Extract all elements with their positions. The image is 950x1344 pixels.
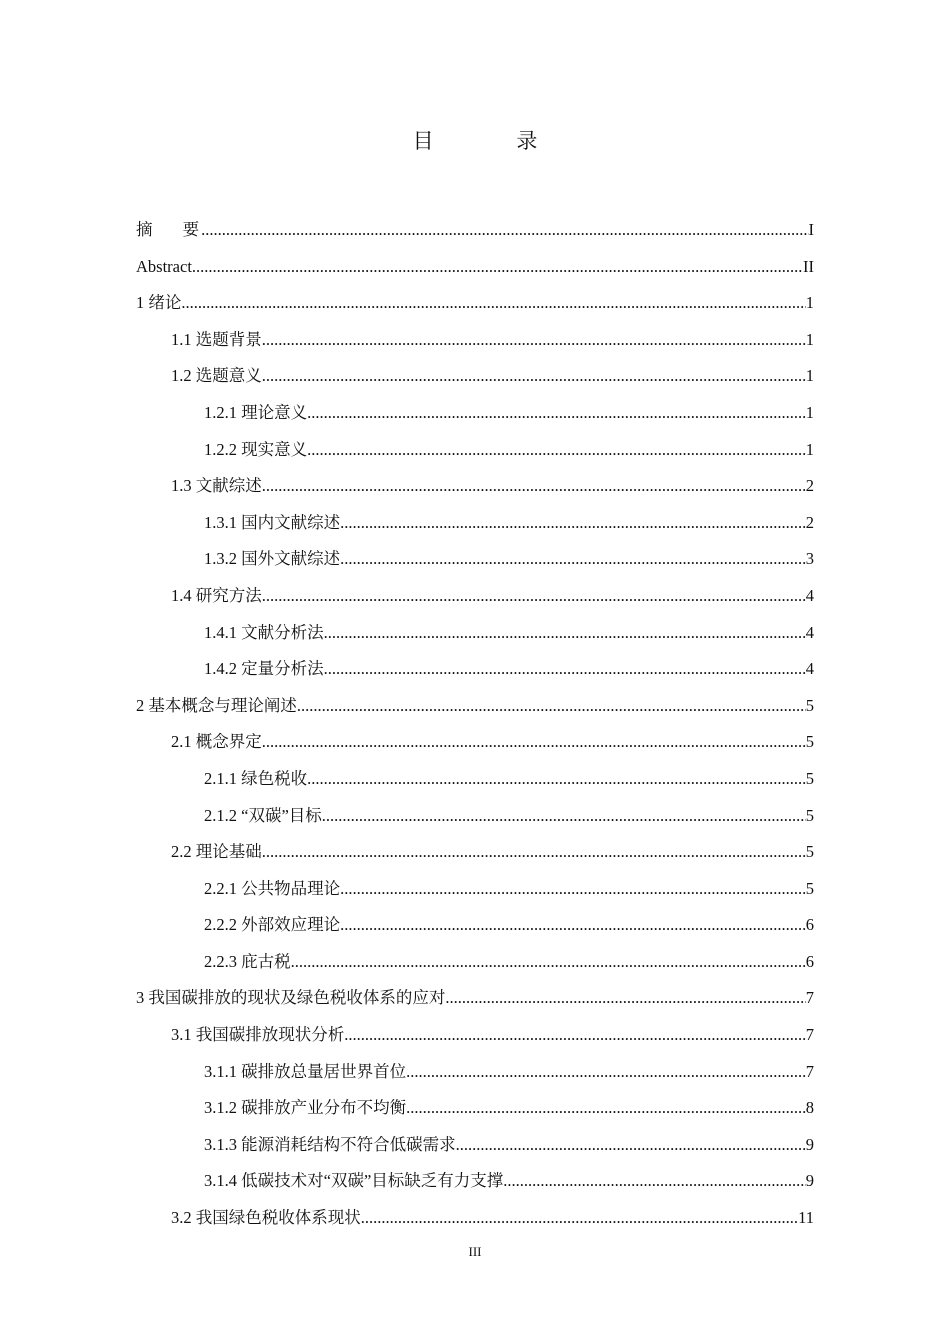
toc-entry[interactable]: [136, 541, 814, 578]
toc-entry-page: 11: [798, 1208, 814, 1228]
toc-entry[interactable]: [136, 980, 814, 1017]
toc-entry-label: 2.1 概念界定: [171, 732, 262, 752]
toc-entry-label: 1.2.1 理论意义: [204, 402, 308, 422]
toc-entry-label: 1.2.2 现实意义: [204, 439, 308, 459]
toc-entry-page: II: [803, 256, 814, 276]
toc-entry[interactable]: [136, 871, 814, 908]
toc-entry-label: 1.4 研究方法: [171, 585, 262, 605]
dot-leader: [322, 798, 806, 835]
dot-leader: [262, 468, 806, 505]
dot-leader: [262, 322, 806, 359]
toc-entry[interactable]: [136, 249, 814, 286]
toc-entry-label: 1.3.2 国外文献综述: [204, 549, 341, 569]
toc-entry[interactable]: [136, 395, 814, 432]
toc-entry[interactable]: [136, 761, 814, 798]
dot-leader: [445, 980, 805, 1017]
toc-entry-page: 5: [805, 732, 814, 752]
toc-entry[interactable]: [136, 505, 814, 542]
dot-leader: [324, 651, 806, 688]
toc-entry-page: 5: [805, 805, 814, 825]
toc-entry-label: 3.1 我国碳排放现状分析: [171, 1025, 345, 1045]
toc-entry-label: 1.2 选题意义: [171, 366, 262, 386]
toc-entry[interactable]: [136, 615, 814, 652]
toc-entry-label: 2.2.3 庇古税: [204, 951, 291, 971]
dot-leader: [192, 249, 803, 286]
table-of-contents: [136, 212, 814, 1237]
toc-entry-label: Abstract: [136, 256, 192, 276]
toc-entry-label: 1.3.1 国内文献综述: [204, 512, 341, 532]
toc-entry-page: 4: [805, 659, 814, 679]
dot-leader: [307, 432, 806, 469]
toc-entry-label: 1.3 文献综述: [171, 476, 262, 496]
dot-leader: [307, 395, 806, 432]
dot-leader: [456, 1127, 806, 1164]
toc-entry-label: 3.1.4 低碳技术对“双碳”目标缺乏有力支撑: [204, 1171, 504, 1191]
dot-leader: [406, 1054, 806, 1091]
toc-entry-label: 2.2 理论基础: [171, 842, 262, 862]
toc-entry-page: 1: [805, 329, 814, 349]
toc-entry-label: 1 绪论: [136, 293, 182, 313]
dot-leader: [181, 285, 805, 322]
dot-leader: [344, 1017, 806, 1054]
dot-leader: [262, 834, 806, 871]
toc-entry-page: 9: [805, 1134, 814, 1154]
toc-title: 目 录: [412, 129, 576, 153]
dot-leader: [340, 541, 806, 578]
toc-entry[interactable]: [136, 358, 814, 395]
dot-leader: [291, 944, 806, 981]
toc-entry[interactable]: [136, 1017, 814, 1054]
toc-entry[interactable]: [136, 1200, 814, 1237]
toc-entry[interactable]: [136, 432, 814, 469]
dot-leader: [406, 1090, 806, 1127]
dot-leader: [201, 212, 808, 249]
toc-entry-label: 2.1.2 “双碳”目标: [204, 805, 322, 825]
toc-entry[interactable]: [136, 798, 814, 835]
toc-entry[interactable]: [136, 468, 814, 505]
toc-entry-page: 1: [805, 293, 814, 313]
toc-entry-page: 5: [805, 878, 814, 898]
toc-entry[interactable]: [136, 1163, 814, 1200]
toc-entry-page: 7: [805, 1025, 814, 1045]
toc-entry-label: 摘 要: [136, 220, 202, 239]
toc-entry-page: 3: [805, 549, 814, 569]
toc-entry[interactable]: [136, 212, 814, 249]
toc-entry-label: 1.1 选题背景: [171, 329, 262, 349]
toc-entry-page: 9: [805, 1171, 814, 1191]
toc-entry[interactable]: [136, 944, 814, 981]
toc-entry-page: 6: [805, 951, 814, 971]
toc-entry-label: 3.1.3 能源消耗结构不符合低碳需求: [204, 1134, 456, 1154]
toc-entry-label: 2.2.2 外部效应理论: [204, 915, 341, 935]
toc-entry-label: 2 基本概念与理论阐述: [136, 695, 297, 715]
toc-entry-page: 1: [805, 402, 814, 422]
toc-entry-label: 1.4.1 文献分析法: [204, 622, 324, 642]
toc-entry[interactable]: [136, 578, 814, 615]
dot-leader: [340, 907, 806, 944]
toc-entry-label: 3.1.2 碳排放产业分布不均衡: [204, 1098, 407, 1118]
toc-entry[interactable]: [136, 651, 814, 688]
toc-entry-page: 1: [805, 439, 814, 459]
toc-entry-label: 1.4.2 定量分析法: [204, 659, 324, 679]
dot-leader: [297, 688, 806, 725]
dot-leader: [324, 615, 806, 652]
toc-entry[interactable]: [136, 1054, 814, 1091]
dot-leader: [503, 1163, 805, 1200]
dot-leader: [361, 1200, 798, 1237]
dot-leader: [262, 578, 806, 615]
toc-entry[interactable]: [136, 1127, 814, 1164]
toc-entry-page: 1: [805, 366, 814, 386]
toc-entry-page: 8: [805, 1098, 814, 1118]
toc-entry-page: 5: [805, 695, 814, 715]
toc-entry[interactable]: [136, 907, 814, 944]
toc-entry-label: 2.1.1 绿色税收: [204, 768, 308, 788]
toc-entry-label: 2.2.1 公共物品理论: [204, 878, 341, 898]
toc-entry-page: 7: [805, 1061, 814, 1081]
toc-entry[interactable]: [136, 322, 814, 359]
dot-leader: [262, 358, 806, 395]
dot-leader: [340, 871, 806, 908]
toc-entry[interactable]: [136, 1090, 814, 1127]
toc-entry-page: 5: [805, 768, 814, 788]
page-number: III: [468, 1244, 482, 1259]
toc-entry[interactable]: [136, 724, 814, 761]
toc-entry-page: 5: [805, 842, 814, 862]
toc-entry-page: 2: [805, 512, 814, 532]
toc-entry-page: 7: [805, 988, 814, 1008]
dot-leader: [262, 724, 806, 761]
toc-entry-label: 3.2 我国绿色税收体系现状: [171, 1208, 361, 1228]
dot-leader: [340, 505, 806, 542]
toc-entry-page: 4: [805, 622, 814, 642]
toc-entry-page: I: [808, 220, 814, 239]
dot-leader: [307, 761, 806, 798]
toc-entry-label: 3 我国碳排放的现状及绿色税收体系的应对: [136, 988, 446, 1008]
toc-entry[interactable]: [136, 285, 814, 322]
toc-entry-page: 4: [805, 585, 814, 605]
toc-entry-page: 6: [805, 915, 814, 935]
toc-entry-label: 3.1.1 碳排放总量居世界首位: [204, 1061, 407, 1081]
toc-entry[interactable]: [136, 834, 814, 871]
toc-entry[interactable]: [136, 688, 814, 725]
toc-entry-page: 2: [805, 476, 814, 496]
